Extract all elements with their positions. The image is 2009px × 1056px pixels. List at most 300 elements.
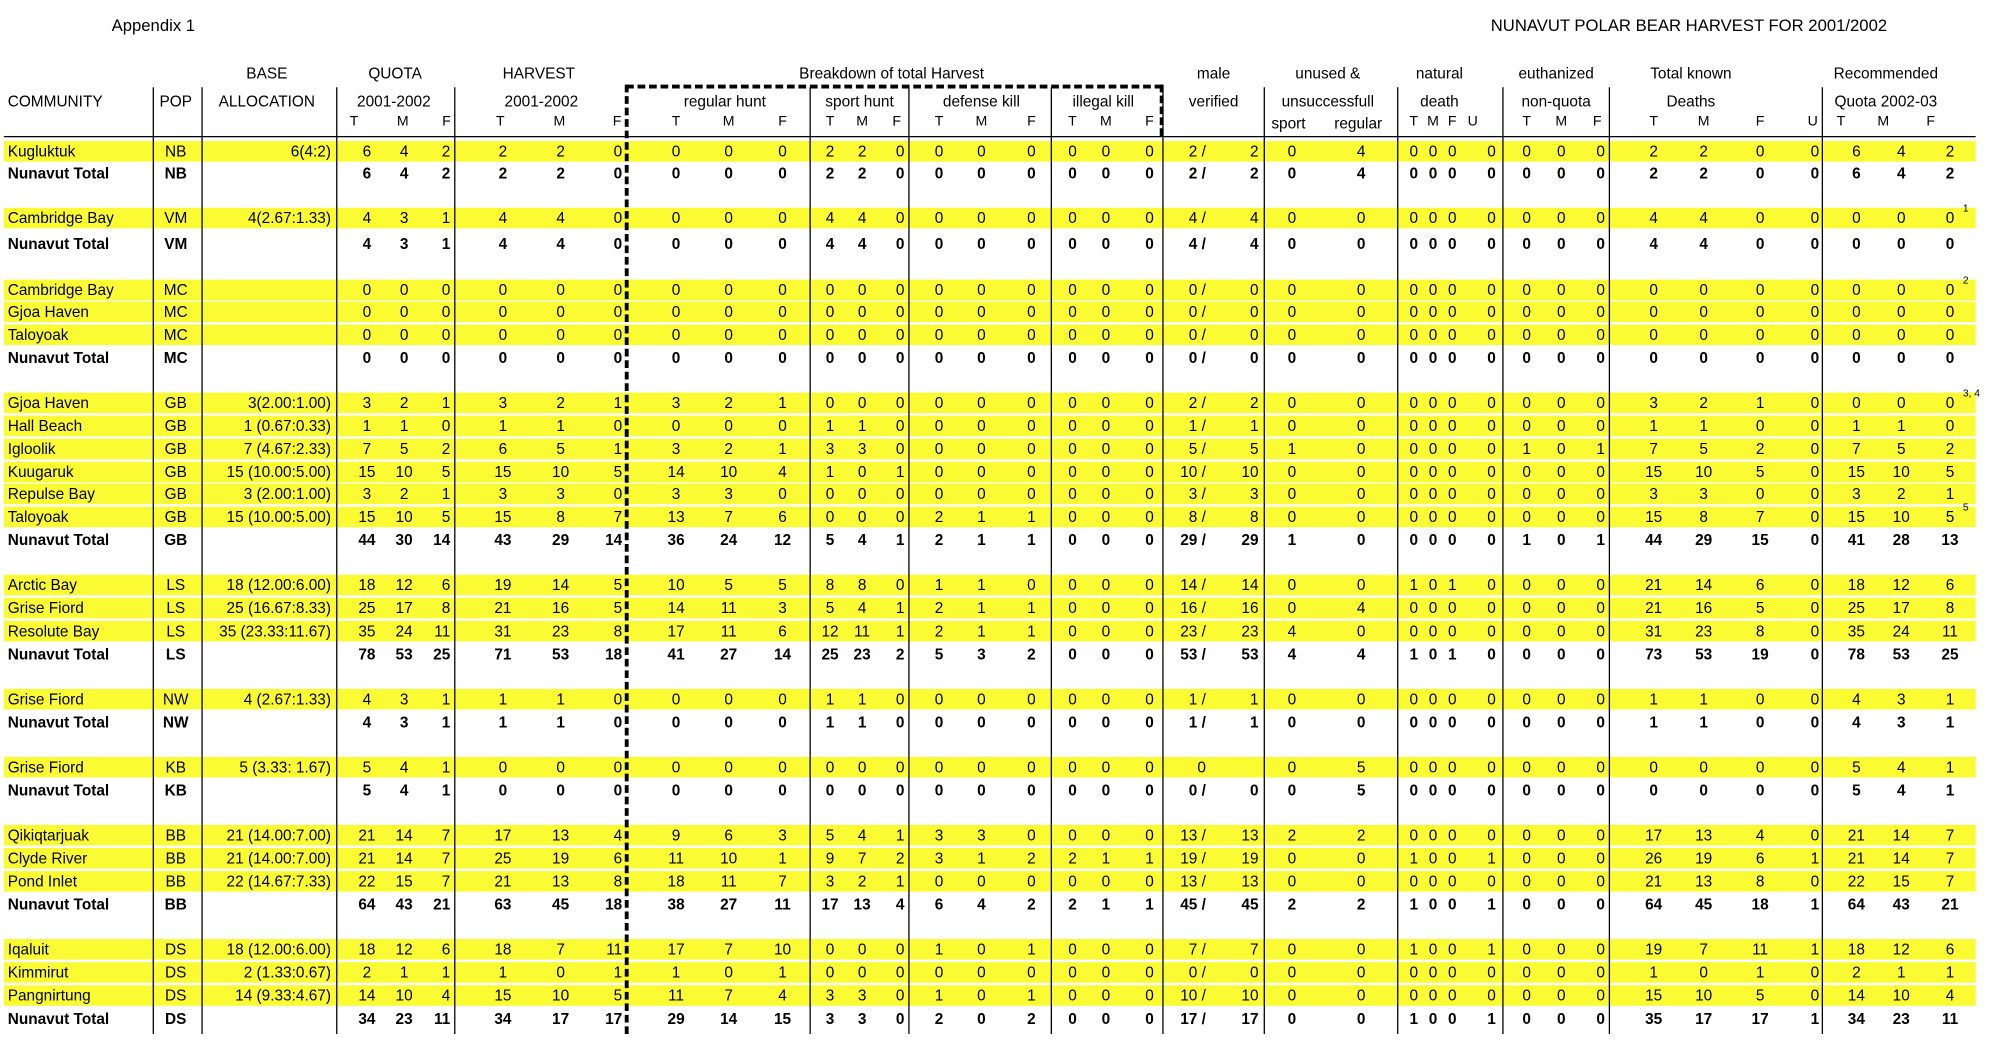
cell-male: 0 / xyxy=(1188,781,1206,800)
column-rule xyxy=(1822,87,1823,1034)
cell-sport: 0 xyxy=(825,508,835,526)
cell-community: Repulse Bay xyxy=(7,484,95,503)
cell-tkd: 0 xyxy=(1810,599,1820,618)
cell-regular: 5 xyxy=(724,576,733,594)
cell-euth: 0 xyxy=(1556,209,1566,228)
cell-harvest: 13 xyxy=(552,826,570,845)
cell-rec: 0 xyxy=(1896,348,1906,367)
cell-tkd: 5 xyxy=(1699,440,1708,458)
cell-rec: 6 xyxy=(1852,164,1861,183)
cell-rec: 64 xyxy=(1847,895,1865,914)
cell-male: 7 / xyxy=(1188,940,1206,959)
header-illegal-kill: illegal kill xyxy=(1072,92,1135,111)
cell-sport: 3 xyxy=(857,1009,867,1028)
cell-base: 7 (4.67:2.33) xyxy=(243,440,331,458)
cell-harvest: 2 xyxy=(556,142,565,161)
cell-quota: 1 xyxy=(362,416,372,435)
cell-male: 1 / xyxy=(1188,713,1206,732)
cell-unused: 4 xyxy=(1287,645,1297,664)
cell-tkd: 8 xyxy=(1755,622,1765,641)
cell-tkd: 0 xyxy=(1810,302,1820,321)
cell-harvest: 15 xyxy=(494,463,512,482)
cell-natural: 0 xyxy=(1428,302,1438,321)
cell-male: 0 xyxy=(1249,302,1259,321)
table-row xyxy=(4,439,1976,460)
cell-tkd: 2 xyxy=(1699,164,1708,183)
cell-defense: 3 xyxy=(934,826,944,845)
cell-natural: 0 xyxy=(1409,781,1419,800)
cell-community: Pond Inlet xyxy=(7,872,78,891)
cell-euth: 0 xyxy=(1596,758,1605,777)
cell-tkd: 13 xyxy=(1695,826,1713,845)
cell-tkd: 3 xyxy=(1699,484,1708,503)
cell-euth: 0 xyxy=(1522,758,1531,777)
cell-natural: 0 xyxy=(1487,234,1496,253)
cell-illegal: 0 xyxy=(1145,713,1154,732)
cell-quota: 3 xyxy=(362,393,372,412)
cell-tkd: 7 xyxy=(1755,508,1765,526)
cell-tkd: 3 xyxy=(1649,484,1658,503)
cell-unused: 0 xyxy=(1287,940,1297,959)
cell-regular: 0 xyxy=(671,280,681,299)
cell-community: Cambridge Bay xyxy=(7,209,114,228)
cell-sport: 0 xyxy=(825,758,835,777)
cell-rec: 14 xyxy=(1847,986,1865,1005)
cell-sport: 5 xyxy=(825,826,835,845)
cell-regular: 10 xyxy=(667,576,685,594)
cell-unused: 0 xyxy=(1356,325,1366,344)
cell-quota: 15 xyxy=(358,463,376,482)
cell-harvest: 0 xyxy=(613,302,623,321)
cell-defense: 0 xyxy=(977,463,986,482)
cell-sport: 0 xyxy=(857,325,867,344)
cell-illegal: 0 xyxy=(1068,234,1077,253)
cell-rec: 34 xyxy=(1847,1009,1865,1028)
cell-sport: 0 xyxy=(825,280,835,299)
cell-tkd: 31 xyxy=(1645,622,1663,641)
cell-unused: 0 xyxy=(1356,463,1366,482)
cell-sport: 0 xyxy=(857,393,867,412)
cell-natural: 0 xyxy=(1447,622,1457,641)
cell-regular: 14 xyxy=(720,1009,738,1028)
cell-unused: 2 xyxy=(1287,826,1297,845)
cell-natural: 0 xyxy=(1428,463,1438,482)
cell-sport: 0 xyxy=(857,508,867,526)
cell-community: Hall Beach xyxy=(7,416,83,435)
header-unused: unused & xyxy=(1295,64,1361,83)
cell-rec: 6 xyxy=(1945,576,1955,594)
cell-quota: 2 xyxy=(399,484,409,503)
cell-defense: 0 xyxy=(934,234,944,253)
cell-male: 8 / xyxy=(1188,508,1206,526)
header-m: M xyxy=(1697,114,1710,130)
cell-quota: 0 xyxy=(362,302,372,321)
cell-quota: 11 xyxy=(434,1009,451,1028)
cell-natural: 0 xyxy=(1428,576,1438,594)
cell-illegal: 0 xyxy=(1101,393,1111,412)
cell-euth: 0 xyxy=(1596,302,1605,321)
cell-euth: 1 xyxy=(1522,531,1531,550)
header-t: T xyxy=(1649,114,1658,130)
table-row xyxy=(4,208,1976,229)
cell-unused: 0 xyxy=(1287,713,1297,732)
cell-regular: 17 xyxy=(667,940,685,959)
cell-tkd: 0 xyxy=(1810,781,1820,800)
cell-euth: 0 xyxy=(1522,940,1531,959)
cell-tkd: 15 xyxy=(1645,508,1663,526)
cell-unused: 0 xyxy=(1356,348,1366,367)
cell-sport: 0 xyxy=(895,234,905,253)
cell-natural: 0 xyxy=(1428,645,1438,664)
cell-rec: 0 xyxy=(1852,209,1861,228)
cell-natural: 1 xyxy=(1487,1009,1496,1028)
cell-illegal: 0 xyxy=(1068,463,1077,482)
cell-sport: 0 xyxy=(857,484,867,503)
cell-defense: 2 xyxy=(934,599,944,618)
cell-rec: 5 xyxy=(1945,463,1955,482)
cell-sport: 2 xyxy=(895,645,905,664)
cell-unused: 0 xyxy=(1356,440,1366,458)
cell-male: 0 / xyxy=(1188,348,1206,367)
cell-unused: 0 xyxy=(1356,209,1366,228)
cell-male: 1 / xyxy=(1188,416,1206,435)
cell-pop: MC xyxy=(163,280,188,299)
cell-sport: 11 xyxy=(854,622,871,641)
cell-unused: 0 xyxy=(1287,142,1297,161)
table-row xyxy=(4,301,1976,322)
cell-illegal: 0 xyxy=(1145,622,1154,641)
cell-community: Kugluktuk xyxy=(7,142,76,161)
cell-sport: 3 xyxy=(825,986,835,1005)
cell-male: 13 xyxy=(1241,826,1259,845)
cell-natural: 0 xyxy=(1447,1009,1457,1028)
cell-tkd: 18 xyxy=(1751,895,1769,914)
cell-tkd: 15 xyxy=(1645,986,1663,1005)
cell-regular: 11 xyxy=(720,599,737,618)
cell-tkd: 45 xyxy=(1695,895,1713,914)
cell-natural: 0 xyxy=(1487,440,1496,458)
cell-male: 14 / xyxy=(1180,576,1206,594)
cell-sport: 0 xyxy=(825,393,835,412)
cell-tkd: 1 xyxy=(1649,963,1658,982)
cell-tkd: 3 xyxy=(1649,393,1658,412)
cell-euth: 0 xyxy=(1556,1009,1566,1028)
cell-regular: 1 xyxy=(778,393,787,412)
footnote-marker: 5 xyxy=(1962,501,1969,514)
cell-defense: 0 xyxy=(977,781,986,800)
cell-natural: 0 xyxy=(1428,416,1438,435)
header-t: T xyxy=(1409,114,1419,130)
cell-tkd: 2 xyxy=(1755,440,1765,458)
cell-rec: 10 xyxy=(1892,986,1910,1005)
cell-defense: 0 xyxy=(977,963,986,982)
cell-base: 15 (10.00:5.00) xyxy=(226,463,331,482)
cell-unused: 1 xyxy=(1287,440,1297,458)
cell-euth: 0 xyxy=(1522,599,1531,618)
cell-defense: 0 xyxy=(934,302,944,321)
cell-male: 8 xyxy=(1249,508,1259,526)
cell-defense: 0 xyxy=(1027,280,1036,299)
cell-tkd: 2 xyxy=(1649,164,1658,183)
cell-defense: 3 xyxy=(977,826,986,845)
cell-euth: 0 xyxy=(1596,416,1605,435)
cell-defense: 0 xyxy=(934,463,944,482)
cell-regular: 2 xyxy=(724,393,733,412)
cell-quota: 0 xyxy=(399,348,409,367)
cell-defense: 2 xyxy=(1027,1009,1036,1028)
cell-tkd: 0 xyxy=(1810,690,1820,709)
cell-natural: 0 xyxy=(1409,963,1419,982)
cell-euth: 0 xyxy=(1596,849,1605,868)
cell-rec: 14 xyxy=(1892,826,1910,845)
cell-quota: 23 xyxy=(395,1009,413,1028)
cell-natural: 0 xyxy=(1447,302,1457,321)
cell-natural: 0 xyxy=(1447,164,1457,183)
cell-natural: 0 xyxy=(1447,508,1457,526)
cell-tkd: 0 xyxy=(1649,781,1658,800)
cell-natural: 0 xyxy=(1409,416,1419,435)
cell-harvest: 5 xyxy=(613,986,623,1005)
header-deaths: Deaths xyxy=(1666,92,1716,111)
cell-male: 16 xyxy=(1241,599,1259,618)
cell-natural: 0 xyxy=(1487,599,1496,618)
cell-tkd: 8 xyxy=(1699,508,1708,526)
cell-defense: 0 xyxy=(1027,164,1036,183)
header-f: F xyxy=(778,114,787,130)
cell-illegal: 0 xyxy=(1145,872,1154,891)
cell-tkd: 0 xyxy=(1755,690,1765,709)
cell-sport: 0 xyxy=(895,142,905,161)
cell-euth: 0 xyxy=(1556,234,1566,253)
cell-quota: 0 xyxy=(399,325,409,344)
cell-male: 0 / xyxy=(1188,302,1206,321)
table-row xyxy=(4,484,1976,505)
cell-euth: 0 xyxy=(1596,826,1605,845)
cell-natural: 0 xyxy=(1487,690,1496,709)
cell-sport: 9 xyxy=(825,849,835,868)
cell-sport: 2 xyxy=(857,164,867,183)
cell-pop: VM xyxy=(164,209,188,228)
cell-defense: 0 xyxy=(977,986,986,1005)
cell-sport: 0 xyxy=(895,781,905,800)
cell-regular: 3 xyxy=(724,484,733,503)
cell-regular: 0 xyxy=(724,142,733,161)
cell-tkd: 1 xyxy=(1755,393,1765,412)
cell-male: 23 / xyxy=(1180,622,1206,641)
cell-sport: 0 xyxy=(895,440,905,458)
cell-harvest: 15 xyxy=(494,986,512,1005)
cell-community: Resolute Bay xyxy=(7,622,100,641)
cell-natural: 0 xyxy=(1487,576,1496,594)
cell-natural: 0 xyxy=(1487,622,1496,641)
cell-defense: 1 xyxy=(977,531,986,550)
header-f: F xyxy=(892,114,902,130)
cell-harvest: 29 xyxy=(552,531,570,550)
total-row xyxy=(4,712,1976,733)
cell-pop: KB xyxy=(165,758,187,777)
header-male: male xyxy=(1196,64,1231,83)
cell-defense: 1 xyxy=(1027,508,1036,526)
header-t: T xyxy=(1068,114,1077,130)
page-title: NUNAVUT POLAR BEAR HARVEST FOR 2001/2002 xyxy=(1490,15,1888,35)
cell-pop: BB xyxy=(165,872,187,891)
cell-pop: NW xyxy=(162,713,189,732)
header-f: F xyxy=(1755,114,1765,130)
cell-regular: 7 xyxy=(724,986,733,1005)
cell-unused: 0 xyxy=(1287,164,1297,183)
cell-quota: 3 xyxy=(399,713,409,732)
header-m: M xyxy=(396,114,409,130)
cell-defense: 0 xyxy=(1027,393,1036,412)
cell-quota: 3 xyxy=(399,209,409,228)
cell-regular: 0 xyxy=(724,325,733,344)
cell-regular: 10 xyxy=(720,463,738,482)
cell-illegal: 0 xyxy=(1101,781,1111,800)
cell-natural: 1 xyxy=(1487,849,1496,868)
cell-unused: 0 xyxy=(1287,758,1297,777)
cell-sport: 0 xyxy=(857,940,867,959)
cell-sport: 7 xyxy=(857,849,867,868)
header-allocation: ALLOCATION xyxy=(218,92,316,111)
cell-tkd: 2 xyxy=(1699,142,1708,161)
cell-quota: 25 xyxy=(433,645,451,664)
header-m: M xyxy=(1877,114,1890,130)
cell-male: 53 xyxy=(1241,645,1259,664)
header-pop: POP xyxy=(159,92,193,111)
cell-natural: 0 xyxy=(1447,531,1457,550)
cell-defense: 2 xyxy=(1027,645,1036,664)
cell-tkd: 4 xyxy=(1649,234,1658,253)
cell-sport: 0 xyxy=(895,713,905,732)
cell-defense: 0 xyxy=(934,713,944,732)
cell-tkd: 0 xyxy=(1810,142,1820,161)
cell-euth: 0 xyxy=(1522,713,1531,732)
cell-regular: 10 xyxy=(773,940,792,959)
cell-rec: 10 xyxy=(1892,463,1910,482)
cell-quota: 3 xyxy=(399,234,409,253)
cell-natural: 0 xyxy=(1447,280,1457,299)
cell-natural: 0 xyxy=(1428,531,1438,550)
cell-tkd: 13 xyxy=(1695,872,1713,891)
cell-harvest: 18 xyxy=(605,645,623,664)
cell-male: 1 xyxy=(1249,416,1259,435)
cell-quota: 1 xyxy=(441,393,451,412)
cell-harvest: 17 xyxy=(605,1009,623,1028)
cell-rec: 0 xyxy=(1945,280,1955,299)
cell-community: Igloolik xyxy=(7,440,56,458)
cell-euth: 0 xyxy=(1556,940,1566,959)
cell-rec: 18 xyxy=(1847,576,1865,594)
cell-rec: 5 xyxy=(1945,508,1955,526)
cell-regular: 17 xyxy=(667,622,685,641)
cell-natural: 0 xyxy=(1487,325,1496,344)
cell-harvest: 3 xyxy=(498,484,508,503)
cell-defense: 6 xyxy=(934,895,944,914)
cell-community: Qikiqtarjuak xyxy=(7,826,89,845)
cell-quota: 7 xyxy=(441,826,451,845)
cell-defense: 0 xyxy=(977,164,986,183)
cell-illegal: 0 xyxy=(1145,209,1154,228)
cell-natural: 0 xyxy=(1447,416,1457,435)
header-quota-year: 2001-2002 xyxy=(357,92,431,111)
cell-sport: 0 xyxy=(857,781,867,800)
cell-tkd: 0 xyxy=(1810,713,1820,732)
cell-quota: 0 xyxy=(441,348,451,367)
cell-quota: 1 xyxy=(441,713,451,732)
header-t: T xyxy=(496,114,505,130)
cell-illegal: 0 xyxy=(1068,164,1077,183)
cell-quota: 1 xyxy=(441,484,451,503)
cell-quota: 53 xyxy=(395,645,413,664)
cell-regular: 0 xyxy=(724,280,733,299)
cell-tkd: 1 xyxy=(1649,416,1658,435)
cell-natural: 0 xyxy=(1487,302,1496,321)
cell-euth: 0 xyxy=(1522,416,1531,435)
cell-quota: 12 xyxy=(395,940,413,959)
cell-illegal: 0 xyxy=(1068,209,1077,228)
cell-rec: 2 xyxy=(1945,440,1955,458)
cell-harvest: 1 xyxy=(613,393,623,412)
cell-illegal: 0 xyxy=(1068,940,1077,959)
cell-illegal: 0 xyxy=(1068,440,1077,458)
cell-euth: 0 xyxy=(1556,576,1566,594)
cell-tkd: 17 xyxy=(1645,826,1663,845)
cell-illegal: 1 xyxy=(1145,895,1154,914)
cell-regular: 0 xyxy=(724,758,733,777)
cell-base: 21 (14.00:7.00) xyxy=(226,826,331,845)
cell-sport: 1 xyxy=(895,531,905,550)
cell-male: 10 / xyxy=(1180,986,1206,1005)
cell-natural: 0 xyxy=(1487,280,1496,299)
cell-tkd: 2 xyxy=(1699,393,1708,412)
cell-natural: 0 xyxy=(1447,484,1457,503)
cell-tkd: 0 xyxy=(1699,348,1708,367)
table-row xyxy=(4,871,1976,892)
cell-euth: 0 xyxy=(1522,895,1531,914)
cell-male: 10 xyxy=(1241,463,1259,482)
cell-illegal: 0 xyxy=(1145,826,1154,845)
cell-sport: 0 xyxy=(895,280,905,299)
cell-euth: 0 xyxy=(1556,895,1566,914)
cell-tkd: 0 xyxy=(1699,963,1708,982)
cell-pop: GB xyxy=(164,463,187,482)
cell-male: 4 / xyxy=(1188,234,1206,253)
cell-rec: 0 xyxy=(1896,209,1906,228)
cell-regular: 11 xyxy=(720,872,737,891)
header-u: U xyxy=(1807,114,1818,130)
cell-rec: 28 xyxy=(1892,531,1910,550)
cell-defense: 0 xyxy=(977,209,986,228)
cell-community: Nunavut Total xyxy=(7,348,110,367)
cell-sport: 0 xyxy=(895,302,905,321)
cell-euth: 0 xyxy=(1556,872,1566,891)
cell-defense: 0 xyxy=(934,393,944,412)
cell-defense: 0 xyxy=(1027,440,1036,458)
cell-natural: 0 xyxy=(1409,348,1419,367)
cell-harvest: 71 xyxy=(494,645,512,664)
cell-quota: 1 xyxy=(441,758,451,777)
cell-defense: 0 xyxy=(1027,758,1036,777)
cell-sport: 5 xyxy=(825,599,835,618)
cell-quota: 2 xyxy=(441,142,451,161)
cell-quota: 5 xyxy=(362,758,372,777)
cell-unused: 4 xyxy=(1356,645,1366,664)
cell-regular: 0 xyxy=(724,209,733,228)
cell-euth: 0 xyxy=(1596,713,1605,732)
cell-regular: 7 xyxy=(724,508,733,526)
cell-unused: 0 xyxy=(1356,531,1366,550)
cell-sport: 1 xyxy=(895,599,905,618)
